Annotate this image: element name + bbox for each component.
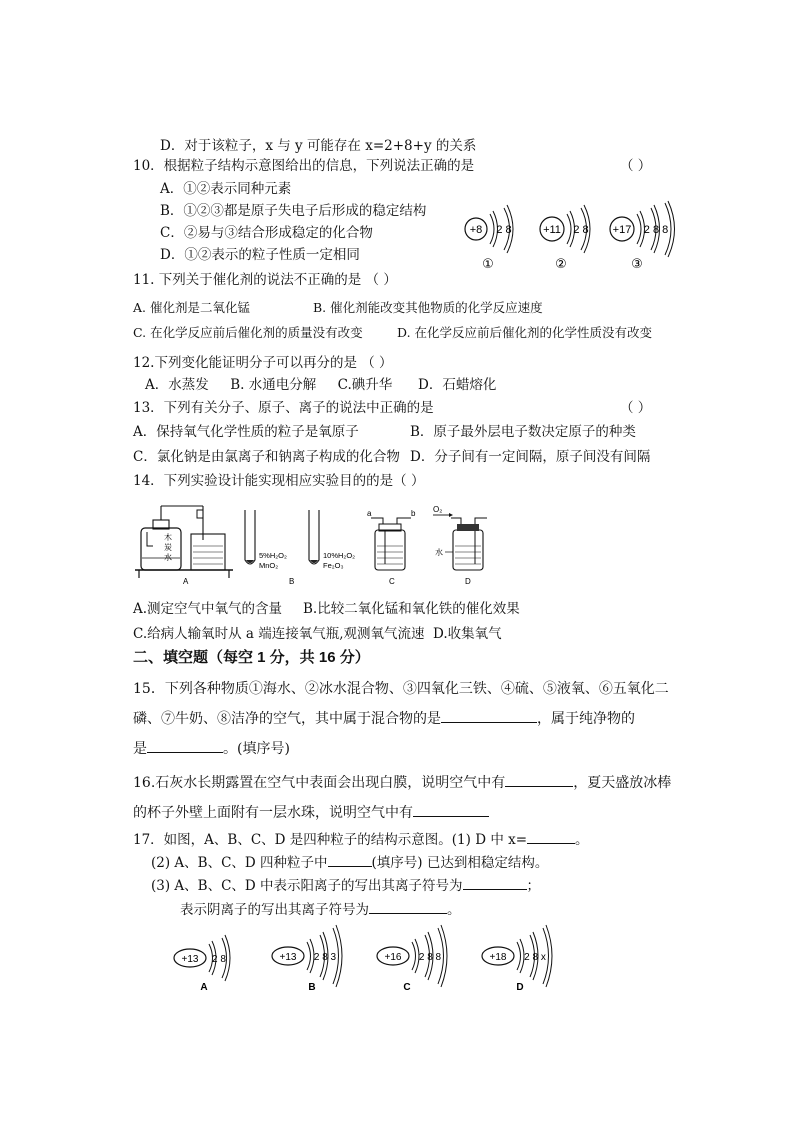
q17-cation-blank[interactable] xyxy=(463,875,527,890)
q12-options: A．水蒸发 B. 水通电分解 C.碘升华 D．石蜡熔化 xyxy=(145,377,497,393)
q15-line-1: 15．下列各种物质①海水、②冰水混合物、③四氧化三铁、④硫、⑤液氧、⑥五氧化二 xyxy=(133,681,669,697)
q14-b-label-1: 5%H₂O₂ xyxy=(259,551,287,560)
q10-atom-diagram-3 xyxy=(607,200,689,272)
q13-stem: 13．下列有关分子、原子、离子的说法中正确的是 xyxy=(133,400,434,416)
q17-line-1-text: 17．如图，A、B、C、D 是四种粒子的结构示意图。(1) D 中 x= xyxy=(133,832,528,848)
q17-line-2-tail: (填序号) 已达到相稳定结构。 xyxy=(371,855,549,871)
q13-option-b: B．原子最外层电子数决定原子的种类 xyxy=(410,424,636,440)
q14-experiment-figure xyxy=(133,500,523,586)
q10-d1-shells: 2 8 xyxy=(496,224,512,236)
q15-line-3-text: 是 xyxy=(133,741,147,757)
q16-line-1-text: 16.石灰水长期露置在空气中表面会出现白膜，说明空气中有 xyxy=(133,775,506,791)
q16-line-1-tail: ，夏天盛放冰棒 xyxy=(573,775,672,791)
q14-a-label-1: 木 xyxy=(164,533,172,542)
q16-blank-1[interactable] xyxy=(505,772,573,787)
q10-option-b: B．①②③都是原子失电子后形成的稳定结构 xyxy=(160,203,427,219)
q17-c-label: C xyxy=(403,982,411,993)
q14-option-a: A.测定空气中氧气的含量 xyxy=(133,601,283,617)
q11-option-a: A. 催化剂是二氧化锰 xyxy=(133,300,250,315)
q17-d-shells: 2 8 x xyxy=(524,952,546,963)
q14-caption-a: A xyxy=(183,577,189,586)
q10-d3-nucleus: +17 xyxy=(612,224,632,236)
q11-option-d: D. 在化学反应前后催化剂的化学性质没有改变 xyxy=(397,325,653,340)
q14-b-label-3: 10%H₂O₂ xyxy=(323,551,356,560)
q15-mixture-blank[interactable] xyxy=(441,708,537,723)
q17-d-nucleus: +18 xyxy=(489,952,507,963)
q14-caption-d: D xyxy=(465,577,471,586)
q14-apparatus-d xyxy=(433,505,487,586)
q17-stable-blank[interactable] xyxy=(328,852,372,867)
q10-d2-shells: 2 8 xyxy=(573,224,589,236)
q14-a-label-3: 水 xyxy=(164,553,172,562)
q10-d1-nucleus: +8 xyxy=(469,224,483,236)
q15-line-3 xyxy=(133,738,290,758)
q17-line-2-text: (2) A、B、C、D 四种粒子中 xyxy=(151,855,328,871)
q14-c-label-b: b xyxy=(411,509,416,518)
q10-atom-diagram-1 xyxy=(462,200,542,272)
q16-line-2 xyxy=(133,802,489,822)
q17-a-nucleus: +13 xyxy=(181,954,199,965)
q10-d2-label: ② xyxy=(555,256,567,271)
q17-line-2 xyxy=(151,851,548,871)
q14-c-label-a: a xyxy=(367,509,372,518)
q14-b-label-2: MnO₂ xyxy=(259,561,279,570)
q14-d-label-o2: O₂ xyxy=(433,505,443,514)
q17-b-shells: 2 8 3 xyxy=(313,952,337,963)
q14-a-label-2: 炭 xyxy=(164,543,172,552)
q14-apparatus-b xyxy=(245,510,355,586)
q17-x-blank[interactable] xyxy=(527,829,575,844)
q13-option-d: D．分子间有一定间隔，原子间没有间隔 xyxy=(410,449,651,465)
q17-line-3 xyxy=(151,874,540,894)
q13-option-c: C．氯化钠是由氯离子和钠离子构成的化合物 xyxy=(133,449,400,465)
q10-d1-label: ① xyxy=(482,256,494,271)
q11-stem: 11. 下列关于催化剂的说法不正确的是 （ ） xyxy=(133,272,397,288)
q17-a-shells: 2 8 xyxy=(212,954,226,965)
q10-option-c: C．②易与③结合形成稳定的化合物 xyxy=(160,225,373,241)
q10-d2-nucleus: +11 xyxy=(543,224,561,236)
q17-anion-blank[interactable] xyxy=(369,899,447,914)
q17-line-4-text: 表示阴离子的写出其离子符号为 xyxy=(180,902,369,918)
q15-line-2-tail: ，属于纯净物的 xyxy=(537,711,635,727)
q14-apparatus-a xyxy=(135,506,233,586)
q15-line-2-text: 磷、⑦牛奶、⑧洁净的空气，其中属于混合物的是 xyxy=(133,711,441,727)
q14-d-label-water: 水 xyxy=(435,548,443,557)
q17-atom-diagram-b xyxy=(270,922,360,992)
q17-a-label: A xyxy=(200,982,208,993)
q17-b-nucleus: +13 xyxy=(279,952,297,963)
q16-line-1 xyxy=(133,772,671,792)
q13-option-a: A．保持氧气化学性质的粒子是氧原子 xyxy=(133,424,359,440)
q10-d3-label: ③ xyxy=(631,256,643,271)
q17-line-4 xyxy=(180,898,461,918)
q10-option-a: A．①②表示同种元素 xyxy=(160,181,292,197)
q17-c-shells: 2 8 8 xyxy=(418,952,442,963)
q17-atom-diagram-a xyxy=(172,928,252,992)
q10-answer-paren: （ ） xyxy=(620,158,652,174)
section-2-heading: 二、填空题（每空 1 分，共 16 分） xyxy=(133,649,370,666)
q17-line-3-tail: ； xyxy=(526,878,541,894)
q14-b-label-4: Fe₂O₃ xyxy=(323,561,344,570)
q15-pure-blank[interactable] xyxy=(147,738,223,753)
q13-answer-paren: （ ） xyxy=(620,400,652,416)
q14-caption-b: B xyxy=(289,577,295,586)
q14-caption-c: C xyxy=(389,577,395,586)
q11-option-c: C. 在化学反应前后催化剂的质量没有改变 xyxy=(133,325,363,340)
q17-c-nucleus: +16 xyxy=(384,952,402,963)
q14-stem: 14．下列实验设计能实现相应实验目的的是（ ） xyxy=(133,473,425,489)
q15-line-3-tail: 。(填序号) xyxy=(223,741,290,757)
q17-b-label: B xyxy=(308,982,316,993)
q15-line-2 xyxy=(133,708,635,728)
q12-stem: 12.下列变化能证明分子可以再分的是 （ ） xyxy=(133,355,393,371)
q17-line-3-text: (3) A、B、C、D 中表示阳离子的写出其离子符号为 xyxy=(151,878,463,894)
q17-atom-diagram-d xyxy=(480,922,570,992)
q14-apparatus-c xyxy=(367,509,416,586)
q9-option-d: D．对于该粒子，x 与 y 可能存在 x=2+8+y 的关系 xyxy=(160,138,477,154)
q10-d3-shells: 2 8 8 xyxy=(643,224,669,236)
q16-line-2-text: 的杯子外壁上面附有一层水珠，说明空气中有 xyxy=(133,805,413,821)
q10-option-d: D．①②表示的粒子性质一定相同 xyxy=(160,247,360,263)
q10-atom-diagram-2 xyxy=(537,200,617,272)
q17-line-1 xyxy=(133,828,589,848)
q14-option-d: D.收集氧气 xyxy=(433,626,502,642)
q10-stem: 10．根据粒子结构示意图给出的信息，下列说法正确的是 xyxy=(133,158,475,174)
q16-blank-2[interactable] xyxy=(413,802,489,817)
q17-line-1-tail: 。 xyxy=(575,832,589,848)
q17-line-4-tail: 。 xyxy=(447,902,461,918)
q11-option-b: B. 催化剂能改变其他物质的化学反应速度 xyxy=(313,300,543,315)
q17-d-label: D xyxy=(516,982,524,993)
q17-atom-diagram-c xyxy=(375,922,465,992)
q14-option-c: C.给病人输氧时从 a 端连接氧气瓶,观测氧气流速 xyxy=(133,626,425,642)
q14-option-b: B.比较二氧化锰和氧化铁的催化效果 xyxy=(303,601,520,617)
